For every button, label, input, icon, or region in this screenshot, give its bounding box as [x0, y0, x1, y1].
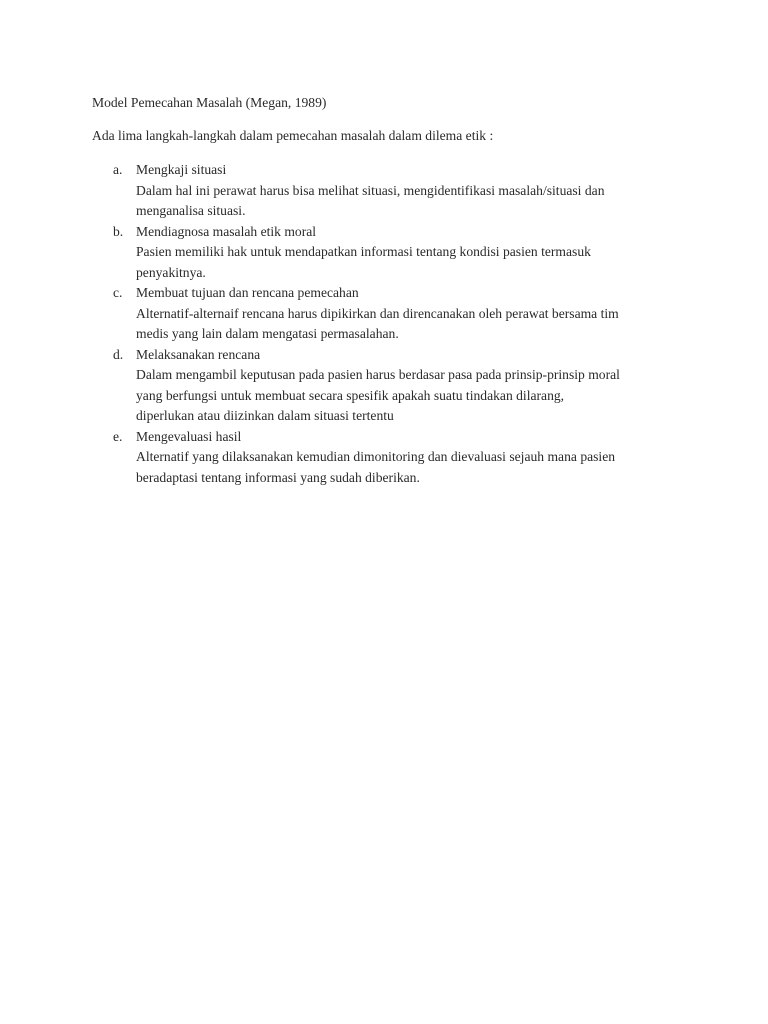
- list-marker: d.: [113, 346, 124, 362]
- step-description-line: penyakitnya.: [136, 264, 206, 280]
- list-item: [92, 427, 692, 489]
- list-item: [92, 345, 692, 427]
- list-item: [92, 222, 692, 284]
- list-marker: c.: [113, 285, 123, 300]
- step-description-line: beradaptasi tentang informasi yang sudah diberikan.: [136, 469, 420, 485]
- step-heading: Mengkaji situasi: [136, 162, 227, 177]
- list-marker: e.: [113, 428, 123, 444]
- list-marker: a.: [113, 162, 123, 177]
- step-description-line: yang berfungsi untuk membuat secara spesifik apakah suatu tindakan dilarang,: [136, 387, 565, 403]
- step-description-line: Pasien memiliki hak untuk mendapatkan informasi tentang kondisi pasien termasuk: [136, 244, 591, 259]
- step-description-line: medis yang lain dalam mengatasi permasalahan.: [136, 326, 399, 341]
- list-marker: b.: [113, 223, 124, 239]
- step-description-line: Alternatif-alternaif rencana harus dipikirkan dan direncanakan oleh perawat bersama tim: [136, 305, 619, 321]
- document-title: Model Pemecahan Masalah (Megan, 1989): [92, 95, 327, 110]
- step-heading: Membuat tujuan dan rencana pemecahan: [136, 285, 359, 300]
- step-description-line: diperlukan atau diizinkan dalam situasi tertentu: [136, 408, 394, 423]
- list-item: [92, 283, 692, 345]
- steps-list: [92, 160, 692, 488]
- intro-paragraph: Ada lima langkah-langkah dalam pemecahan masalah dalam dilema etik :: [92, 128, 494, 143]
- step-description-line: Alternatif yang dilaksanakan kemudian dimonitoring dan dievaluasi sejauh mana pasien: [136, 449, 616, 464]
- step-heading: Mengevaluasi hasil: [136, 428, 242, 444]
- step-heading: Melaksanakan rencana: [136, 346, 261, 362]
- step-heading: Mendiagnosa masalah etik moral: [136, 223, 317, 239]
- list-item: [92, 160, 692, 222]
- step-description-line: Dalam hal ini perawat harus bisa melihat situasi, mengidentifikasi masalah/situasi dan: [136, 182, 605, 198]
- step-description-line: Dalam mengambil keputusan pada pasien harus berdasar pasa pada prinsip-prinsip moral: [136, 367, 620, 382]
- step-description-line: menganalisa situasi.: [136, 203, 246, 218]
